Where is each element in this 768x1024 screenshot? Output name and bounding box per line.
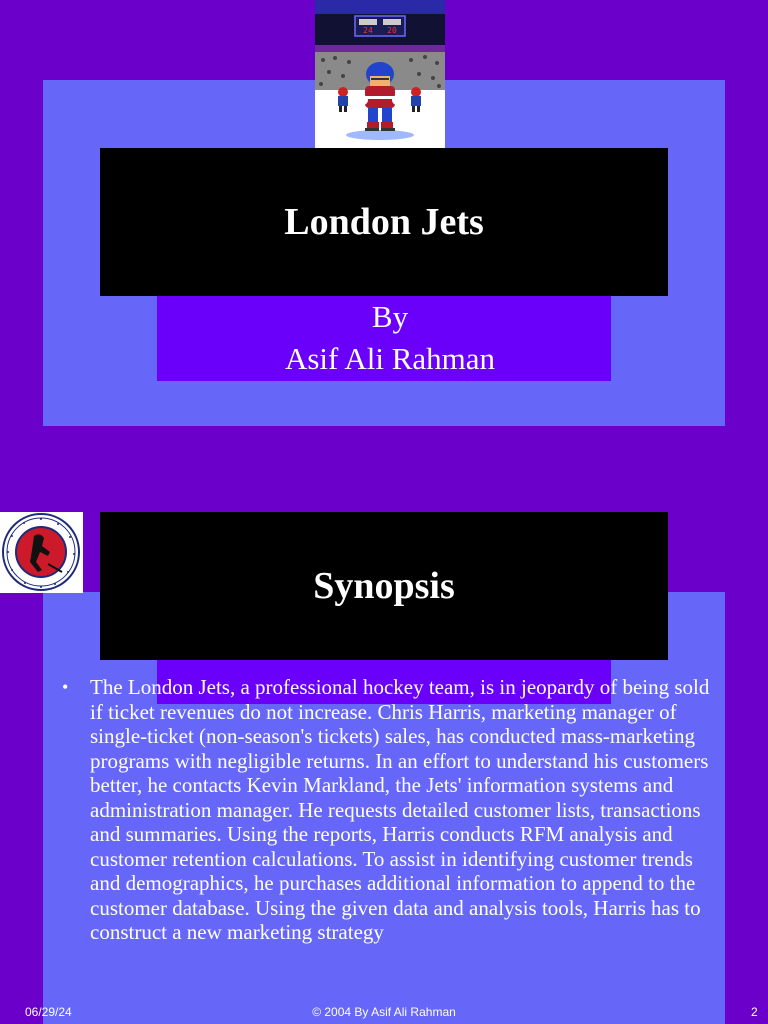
synopsis-title-box	[100, 512, 668, 660]
synopsis-bullet	[62, 675, 722, 945]
title-box	[100, 148, 668, 296]
bullet-symbol: •	[62, 677, 69, 697]
svg-text:24: 24	[363, 26, 373, 35]
synopsis-text: The London Jets, a professional hockey team, is in jeopardy of being sold if ticket revenues do not increase. Chris Harris, marketing manager of single-ticket (non-season's tickets) sales, has conducted mass-marketing programs with negligible returns. In an effort to understand his customers better, he contacts Kevin Markland, the Jets' information systems and administration manager. He requests detailed customer lists, transactions and summaries. Using the reports, Harris conducts RFM analysis and customer retention calculations. To assist in identifying customer trends and demographics, he purchases additional information to append to the customer database. Using the given data and analysis tools, Harris has to construct a new marketing strategy	[90, 675, 710, 944]
hockey-hall-of-fame-logo-icon	[0, 512, 83, 593]
byline	[157, 296, 623, 380]
hockey-player-clipart-icon	[315, 0, 445, 148]
by-label: By	[371, 299, 409, 334]
svg-text:20: 20	[387, 26, 397, 35]
footer-page-number: 2	[751, 1005, 758, 1019]
footer-copyright: © 2004 By Asif Ali Rahman	[312, 1005, 456, 1019]
author-name: Asif Ali Rahman	[284, 341, 496, 376]
synopsis-title: Synopsis	[313, 565, 455, 607]
footer-date: 06/29/24	[25, 1005, 72, 1019]
slide-title: London Jets	[284, 201, 484, 243]
